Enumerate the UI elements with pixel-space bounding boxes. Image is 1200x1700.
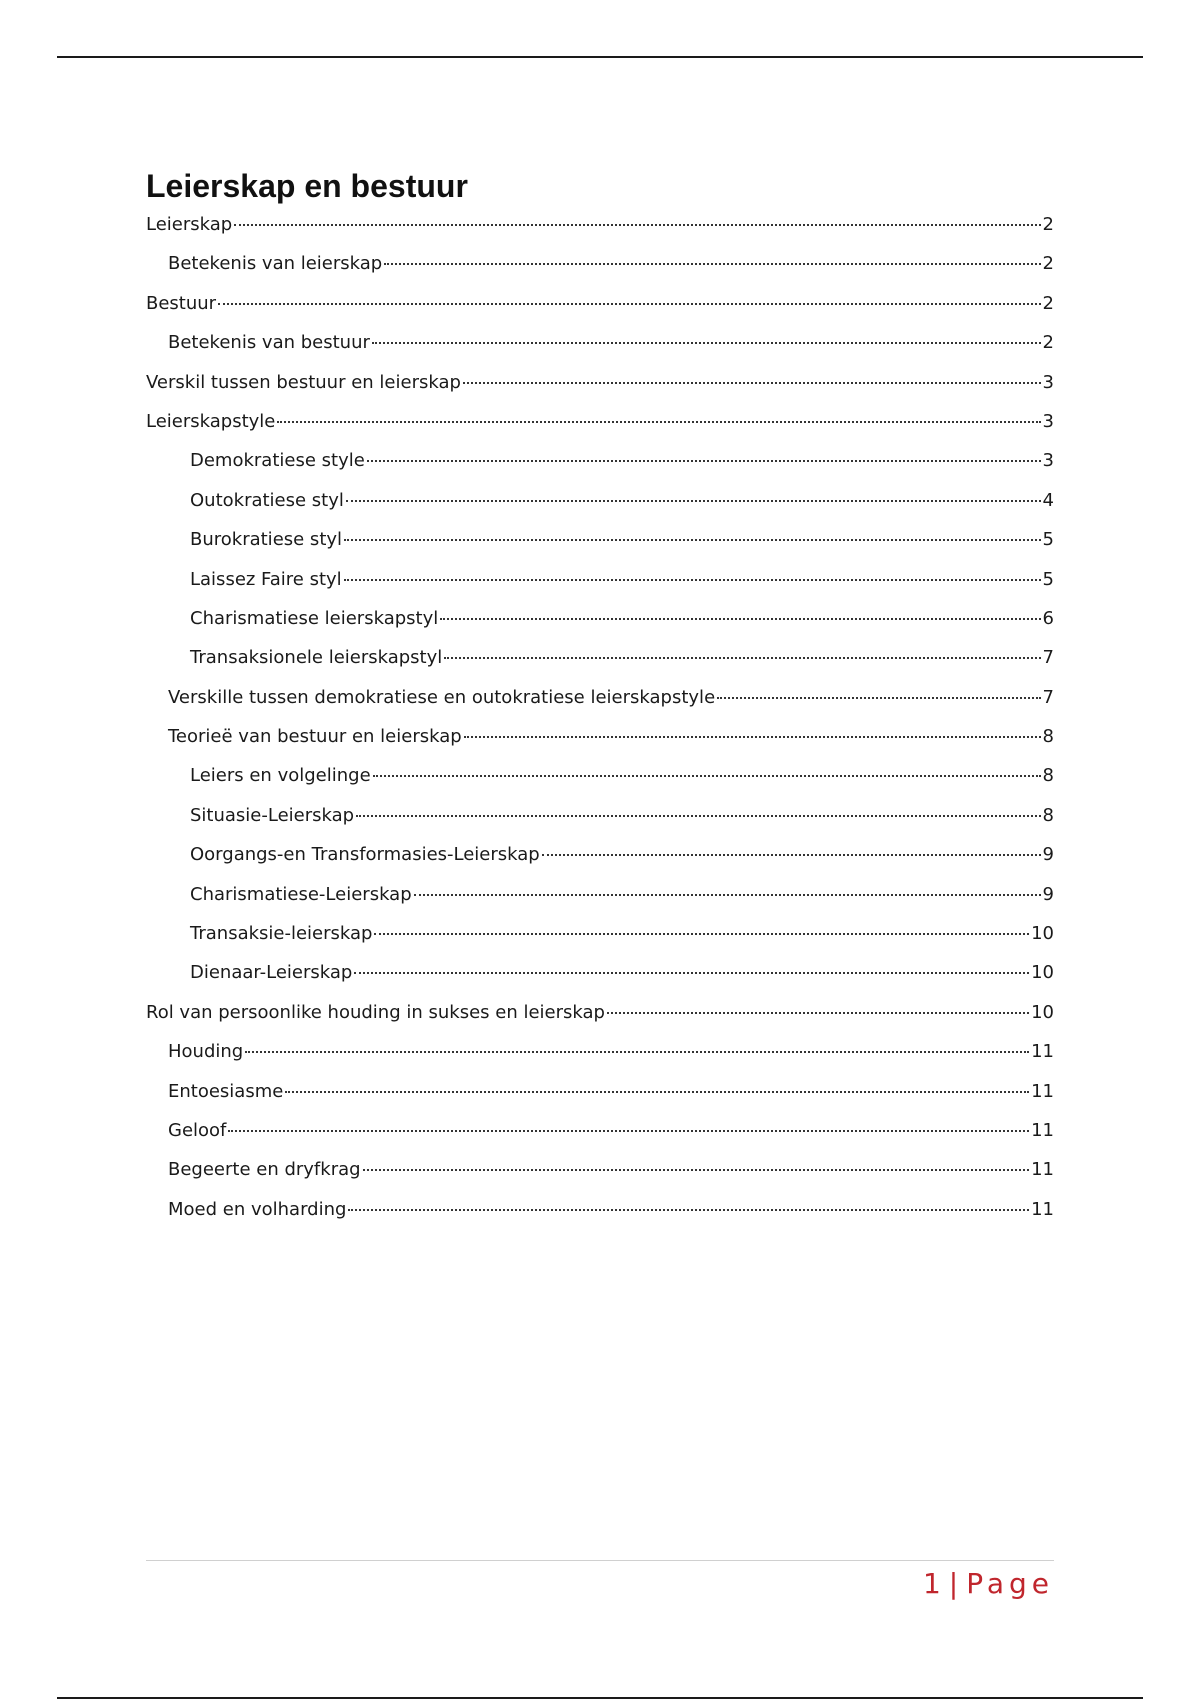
toc-entry-title: Teorieë van bestuur en leierskap xyxy=(168,726,462,748)
toc-dot-leader xyxy=(346,500,1041,502)
toc-entry[interactable] xyxy=(146,765,1054,804)
toc-entry-page-number: 7 xyxy=(1042,686,1054,708)
toc-entry-title: Dienaar-Leierskap xyxy=(190,962,353,984)
toc-dot-leader xyxy=(373,775,1041,777)
toc-entry-title: Transaksionele leierskapstyl xyxy=(190,647,443,669)
toc-entry[interactable] xyxy=(146,1041,1054,1080)
toc-entry-page-number: 9 xyxy=(1042,883,1054,905)
toc-entry[interactable] xyxy=(146,1002,1054,1041)
toc-entry-title: Leierskapstyle xyxy=(146,410,276,432)
toc-entry[interactable] xyxy=(146,529,1054,568)
toc-entry-title: Bestuur xyxy=(146,292,217,314)
toc-entry-title: Charismatiese-Leierskap xyxy=(190,883,412,905)
toc-entry[interactable] xyxy=(146,293,1054,332)
toc-entry-title: Moed en volharding xyxy=(168,1198,347,1220)
toc-entry-page-number: 2 xyxy=(1042,292,1054,314)
toc-entry-title: Transaksie-leierskap xyxy=(190,923,373,945)
bottom-rule xyxy=(57,1697,1143,1699)
toc-entry-page-number: 11 xyxy=(1031,1198,1054,1220)
page-label: Page xyxy=(966,1567,1054,1600)
toc-dot-leader xyxy=(374,933,1029,935)
toc-entry-page-number: 11 xyxy=(1031,1119,1054,1141)
toc-dot-leader xyxy=(277,421,1040,423)
toc-entry[interactable] xyxy=(146,1159,1054,1198)
toc-entry-page-number: 2 xyxy=(1042,332,1054,354)
toc-dot-leader xyxy=(245,1051,1029,1053)
toc-entry-title: Verskille tussen demokratiese en outokratiese leierskapstyle xyxy=(168,686,716,708)
toc-entry[interactable] xyxy=(146,844,1054,883)
toc-entry-page-number: 8 xyxy=(1042,726,1054,748)
toc-entry[interactable] xyxy=(146,372,1054,411)
toc-entry[interactable] xyxy=(146,884,1054,923)
toc-dot-leader xyxy=(444,657,1040,659)
toc-entry-title: Burokratiese styl xyxy=(190,529,343,551)
toc-entry-page-number: 3 xyxy=(1042,371,1054,393)
toc-dot-leader xyxy=(348,1209,1029,1211)
toc-entry-title: Demokratiese style xyxy=(190,450,365,472)
toc-entry-title: Betekenis van bestuur xyxy=(168,332,370,354)
toc-entry[interactable] xyxy=(146,1199,1054,1238)
toc-entry[interactable] xyxy=(146,962,1054,1001)
toc-entry-title: Outokratiese styl xyxy=(190,489,344,511)
toc-entry[interactable] xyxy=(146,411,1054,450)
toc-dot-leader xyxy=(367,460,1041,462)
toc-entry-page-number: 7 xyxy=(1042,647,1054,669)
toc-entry-page-number: 10 xyxy=(1031,962,1054,984)
toc-entry-page-number: 8 xyxy=(1042,804,1054,826)
toc-dot-leader xyxy=(607,1012,1029,1014)
toc-entry-title: Oorgangs-en Transformasies-Leierskap xyxy=(190,844,540,866)
toc-entry-page-number: 11 xyxy=(1031,1041,1054,1063)
toc-entry-title: Houding xyxy=(168,1041,244,1063)
toc-dot-leader xyxy=(344,579,1041,581)
toc-entry[interactable] xyxy=(146,923,1054,962)
toc-dot-leader xyxy=(542,854,1041,856)
page-footer xyxy=(146,1566,1054,1602)
toc-entry[interactable] xyxy=(146,805,1054,844)
toc-entry[interactable] xyxy=(146,332,1054,371)
toc-entry-page-number: 11 xyxy=(1031,1080,1054,1102)
toc-entry-page-number: 10 xyxy=(1031,923,1054,945)
toc-entry[interactable] xyxy=(146,490,1054,529)
toc-dot-leader xyxy=(344,539,1041,541)
toc-entry[interactable] xyxy=(146,1081,1054,1120)
toc-dot-leader xyxy=(384,263,1040,265)
toc-entry[interactable] xyxy=(146,608,1054,647)
toc-entry-title: Laissez Faire styl xyxy=(190,568,342,590)
footer-separator: | xyxy=(948,1567,959,1600)
toc-entry-title: Verskil tussen bestuur en leierskap xyxy=(146,371,461,393)
toc-entry-title: Entoesiasme xyxy=(168,1080,284,1102)
toc-entry[interactable] xyxy=(146,253,1054,292)
toc-entry-page-number: 4 xyxy=(1042,489,1054,511)
toc-entry-page-number: 6 xyxy=(1042,607,1054,629)
toc-dot-leader xyxy=(218,303,1040,305)
toc-entry-title: Begeerte en dryfkrag xyxy=(168,1159,361,1181)
toc-entry-title: Charismatiese leierskapstyl xyxy=(190,607,439,629)
document-title: Leierskap en bestuur xyxy=(146,168,468,204)
toc-dot-leader xyxy=(464,736,1041,738)
toc-dot-leader xyxy=(440,618,1040,620)
toc-dot-leader xyxy=(234,224,1040,226)
toc-dot-leader xyxy=(354,972,1029,974)
toc-dot-leader xyxy=(717,697,1040,699)
toc-entry-title: Geloof xyxy=(168,1119,227,1141)
toc-entry-page-number: 5 xyxy=(1042,568,1054,590)
toc-dot-leader xyxy=(363,1169,1030,1171)
table-of-contents xyxy=(146,214,1054,1238)
page-number: 1 xyxy=(922,1567,941,1600)
toc-entry[interactable] xyxy=(146,450,1054,489)
toc-entry-title: Situasie-Leierskap xyxy=(190,804,355,826)
toc-dot-leader xyxy=(463,382,1041,384)
toc-dot-leader xyxy=(356,815,1040,817)
toc-dot-leader xyxy=(414,894,1041,896)
toc-entry[interactable] xyxy=(146,214,1054,253)
toc-entry-page-number: 3 xyxy=(1042,410,1054,432)
toc-entry-page-number: 3 xyxy=(1042,450,1054,472)
toc-entry-page-number: 10 xyxy=(1031,1001,1054,1023)
toc-dot-leader xyxy=(285,1091,1029,1093)
toc-entry[interactable] xyxy=(146,569,1054,608)
toc-entry[interactable] xyxy=(146,726,1054,765)
toc-entry-page-number: 11 xyxy=(1031,1159,1054,1181)
toc-entry[interactable] xyxy=(146,1120,1054,1159)
toc-entry-page-number: 2 xyxy=(1042,253,1054,275)
footer-rule xyxy=(146,1560,1054,1561)
toc-entry-title: Rol van persoonlike houding in sukses en leierskap xyxy=(146,1001,605,1023)
toc-entry-page-number: 2 xyxy=(1042,214,1054,235)
toc-entry[interactable] xyxy=(146,687,1054,726)
toc-dot-leader xyxy=(228,1130,1029,1132)
toc-entry-page-number: 8 xyxy=(1042,765,1054,787)
toc-entry-page-number: 5 xyxy=(1042,529,1054,551)
toc-entry-title: Betekenis van leierskap xyxy=(168,253,383,275)
toc-entry-title: Leierskap xyxy=(146,214,233,235)
toc-entry-title: Leiers en volgelinge xyxy=(190,765,371,787)
toc-entry[interactable] xyxy=(146,647,1054,686)
document-page xyxy=(146,166,1054,1238)
toc-entry-page-number: 9 xyxy=(1042,844,1054,866)
header-rule xyxy=(57,56,1143,58)
toc-dot-leader xyxy=(372,342,1041,344)
